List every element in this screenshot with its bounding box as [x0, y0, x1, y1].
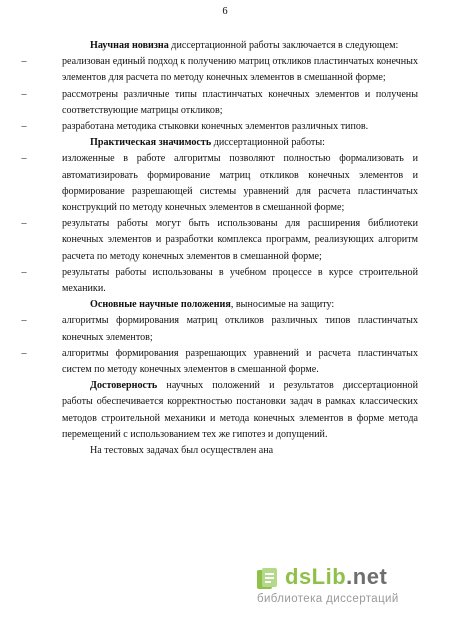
list-item — [21, 151, 418, 216]
list-item-text: разработана методика стыковки конечных элементов различных типов. — [62, 121, 369, 133]
significance-paragraph — [62, 135, 418, 151]
list-marker: – — [21, 153, 27, 165]
page-number: 6 — [222, 6, 228, 17]
list-marker: – — [21, 121, 27, 133]
list-item — [21, 216, 418, 265]
novelty-intro: диссертационной работы заключается в следующем: — [168, 40, 399, 51]
document-body — [21, 38, 418, 459]
significance-heading: Практическая значимость — [90, 137, 212, 149]
list-marker: – — [21, 88, 27, 100]
list-item-text: рассмотрены различные типы пластинчатых конечных элементов и получены соответствующие матрицы откликов; — [62, 88, 418, 116]
list-item-text: алгоритмы формирования матриц откликов различных типов пластинчатых конечных элементов; — [62, 315, 418, 343]
list-item-text: реализован единый подход к получению матриц откликов пластинчатых конечных элементов для расчета по методу конечных элементов в смешанной форме; — [62, 56, 418, 84]
list-marker: – — [21, 56, 27, 68]
list-marker: – — [21, 266, 27, 278]
list-marker: – — [21, 347, 27, 359]
reliability-text: научных положений и результатов диссертационной работы обеспечивается корректностью постановки задач в рамках классических методов строительной механики и метода конечных элементов в форме метода перемещений с использованием тех же гипотез и допущений. — [62, 380, 418, 440]
significance-list — [21, 151, 418, 297]
provisions-list — [21, 313, 418, 378]
reliability-paragraph — [62, 378, 418, 443]
list-item — [21, 87, 418, 119]
dslib-logo-icon — [255, 566, 281, 592]
novelty-heading: Научная новизна — [90, 40, 169, 51]
novelty-list — [21, 54, 418, 135]
watermark-brand-part1: dsLib — [285, 564, 347, 589]
list-item — [21, 265, 418, 297]
list-item — [21, 119, 418, 135]
list-marker: – — [21, 315, 27, 327]
watermark — [255, 566, 445, 614]
significance-intro: диссертационной работы: — [211, 137, 325, 149]
watermark-brand — [285, 564, 387, 590]
provisions-heading: Основные научные положения — [90, 299, 231, 311]
list-item-text: результаты работы использованы в учебном процессе в курсе строительной механики. — [62, 266, 418, 295]
list-item-text: изложенные в работе алгоритмы позволяют полностью формализовать и автоматизировать формирование матриц откликов конечных элементов и формирование разрешающей системы уравнений для расчета пластинчатых конструкций по методу конечных элементов в смешанной форме; — [62, 153, 418, 214]
list-item-text: результаты работы могут быть использованы для расширения библиотеки конечных элементов и разработки комплекса программ, реализующих алгоритм расчета по методу конечных элементов в смешанной форме; — [62, 218, 418, 262]
list-item — [21, 313, 418, 345]
list-item — [21, 54, 418, 86]
watermark-subtitle: библиотека диссертаций — [257, 593, 399, 605]
list-marker: – — [21, 218, 27, 230]
list-item-text: алгоритмы формирования разрешающих уравнений и расчета пластинчатых систем по методу конечных элементов в смешанной форме. — [62, 347, 418, 376]
novelty-paragraph — [62, 38, 418, 54]
reliability-heading: Достоверность — [90, 380, 158, 392]
provisions-intro: , выносимые на защиту: — [230, 299, 335, 311]
watermark-brand-part2: .net — [346, 564, 388, 589]
list-item — [21, 346, 418, 378]
provisions-paragraph — [62, 297, 418, 313]
last-line: На тестовых задачах был осуществлен ана — [90, 445, 274, 457]
